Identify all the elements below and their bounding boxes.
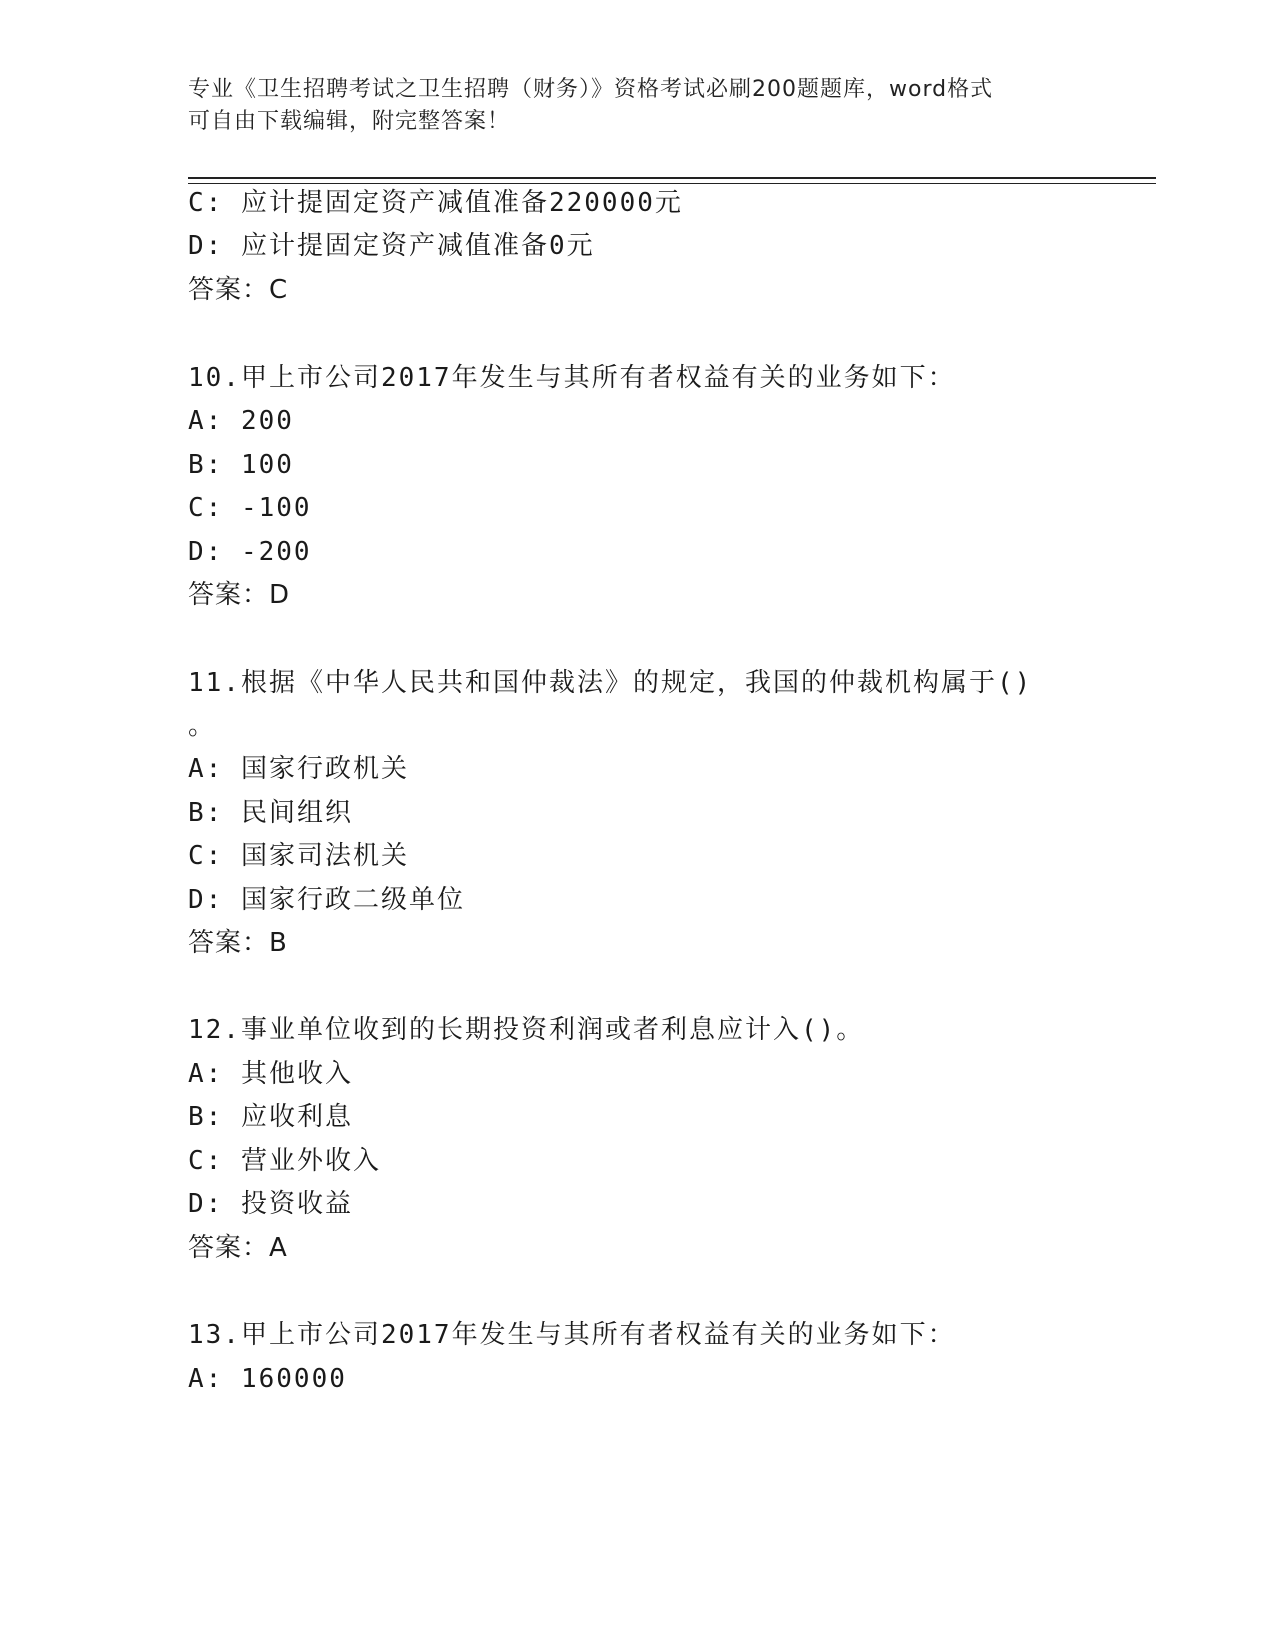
q10-answer: 答案：D (188, 580, 291, 610)
q12-answer: 答案：A (188, 1233, 288, 1263)
q12-option-b: B: 应收利息 (188, 1102, 353, 1132)
q11-question-continuation: 。 (188, 711, 217, 741)
q11-answer: 答案：B (188, 928, 288, 958)
q10-option-c: C: -100 (188, 493, 312, 523)
q9-option-d: D: 应计提固定资产减值准备0元 (188, 231, 595, 261)
q11-option-b: B: 民间组织 (188, 798, 353, 828)
header-title-line-1: 专业《卫生招聘考试之卫生招聘（财务）》资格考试必刷200题题库，word格式 (188, 77, 994, 102)
q12-question: 12.事业单位收到的长期投资利润或者利息应计入()。 (188, 1015, 865, 1045)
header-divider-thick (188, 177, 1156, 179)
q12-option-a: A: 其他收入 (188, 1059, 353, 1089)
q10-option-a: A: 200 (188, 406, 294, 436)
q9-option-c: C: 应计提固定资产减值准备220000元 (188, 188, 683, 218)
q11-option-c: C: 国家司法机关 (188, 841, 409, 871)
q12-option-c: C: 营业外收入 (188, 1146, 381, 1176)
q13-option-a: A: 160000 (188, 1364, 347, 1394)
q11-question: 11.根据《中华人民共和国仲裁法》的规定，我国的仲裁机构属于() (188, 668, 1033, 698)
q10-option-b: B: 100 (188, 450, 294, 480)
q10-question: 10.甲上市公司2017年发生与其所有者权益有关的业务如下： (188, 363, 956, 393)
q10-option-d: D: -200 (188, 537, 312, 567)
q11-option-d: D: 国家行政二级单位 (188, 885, 465, 915)
q12-option-d: D: 投资收益 (188, 1189, 353, 1219)
header-title-line-2: 可自由下载编辑，附完整答案！ (188, 109, 511, 134)
header-divider-thin (188, 183, 1156, 184)
q11-option-a: A: 国家行政机关 (188, 754, 409, 784)
q13-question: 13.甲上市公司2017年发生与其所有者权益有关的业务如下： (188, 1320, 956, 1350)
document-header (188, 74, 1068, 138)
q9-answer: 答案：C (188, 275, 289, 305)
